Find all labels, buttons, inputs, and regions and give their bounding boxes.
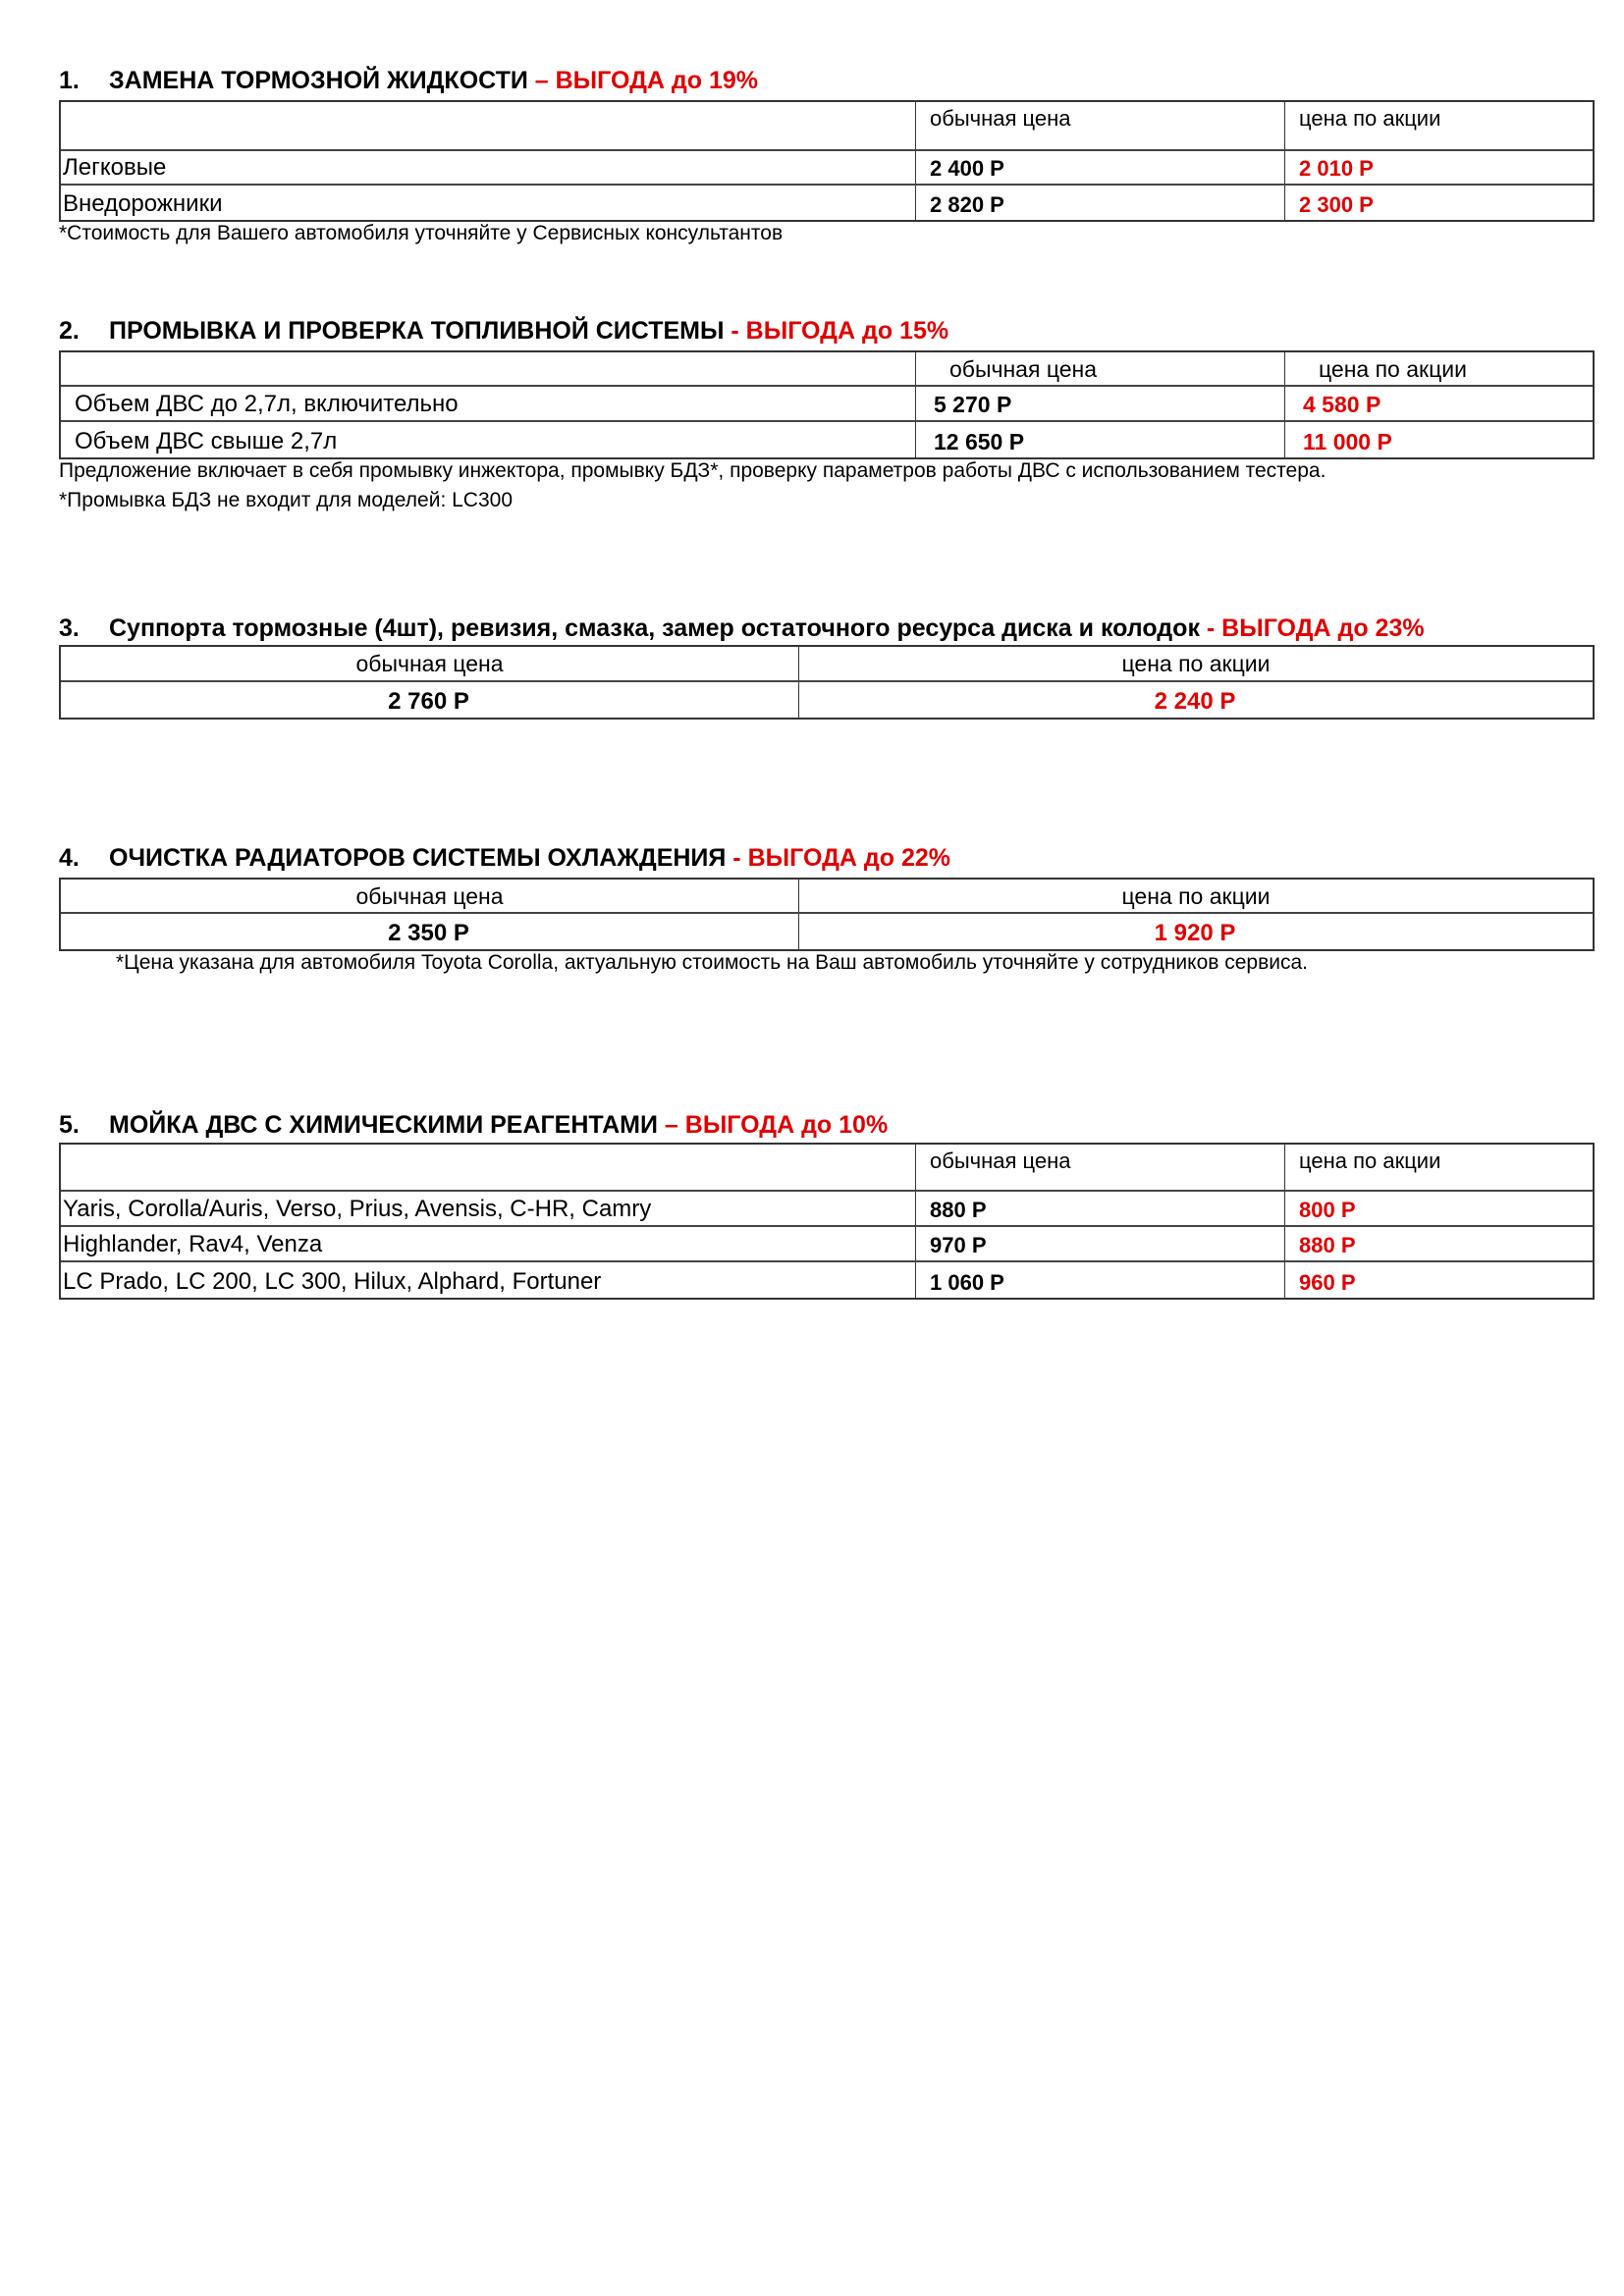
row-label: LC Prado, LC 200, LC 300, Hilux, Alphard, Fortuner — [61, 1262, 916, 1298]
sale-price: 2 240 Р — [1154, 688, 1236, 715]
section-title-text: ПРОМЫВКА И ПРОВЕРКА ТОПЛИВНОЙ СИСТЕМЫ — [109, 317, 725, 345]
row-label: Легковые — [61, 151, 916, 184]
table-header-row — [61, 102, 1593, 151]
section-3-title — [59, 614, 1425, 643]
promo-badge: - ВЫГОДА до 23% — [1199, 614, 1425, 642]
section-number: 1. — [59, 67, 80, 94]
header-cell-regular-price: обычная цена — [916, 102, 1285, 149]
section-title-text: ЗАМЕНА ТОРМОЗНОЙ ЖИДКОСТИ — [109, 67, 528, 94]
section-title-text: ОЧИСТКА РАДИАТОРОВ СИСТЕМЫ ОХЛАЖДЕНИЯ — [109, 844, 727, 872]
regular-price: 12 650 Р — [916, 422, 1285, 457]
section-4-title — [59, 844, 950, 873]
section-number: 5. — [59, 1111, 80, 1139]
section-5-price-table — [59, 1143, 1595, 1300]
table-row — [61, 387, 1593, 422]
section-3-price-table — [59, 645, 1595, 720]
regular-price: 2 350 Р — [61, 914, 799, 949]
header-cell-empty — [61, 1145, 916, 1190]
section-5-title — [59, 1111, 888, 1140]
promo-badge: - ВЫГОДА до 22% — [726, 844, 950, 872]
header-cell-sale-price: цена по акции — [1121, 883, 1271, 909]
section-2-price-table — [59, 350, 1595, 459]
table-row — [61, 682, 1593, 718]
row-label: Yaris, Corolla/Auris, Verso, Prius, Avensis, C-HR, Camry — [61, 1192, 916, 1225]
header-cell-regular-price: обычная цена — [916, 352, 1285, 385]
promo-badge: – ВЫГОДА до 10% — [657, 1111, 889, 1139]
header-cell-empty — [61, 102, 916, 149]
table-row — [61, 186, 1593, 220]
header-cell-regular-price: обычная цена — [61, 880, 799, 912]
table-row — [61, 1262, 1593, 1298]
sale-price: 1 920 Р — [1154, 920, 1236, 946]
sale-price: 880 Р — [1299, 1233, 1356, 1257]
section-1-title — [59, 67, 758, 95]
section-4-price-table — [59, 878, 1595, 951]
table-row — [61, 914, 1593, 949]
footnote: *Цена указана для автомобиля Toyota Corolla, актуальную стоимость на Ваш автомобиль уточняйте у сотрудников сервиса. — [116, 951, 1309, 974]
sale-price: 960 Р — [1299, 1270, 1356, 1295]
row-label: Объем ДВС свыше 2,7л — [61, 422, 916, 457]
header-cell-regular-price: обычная цена — [61, 647, 799, 680]
header-cell-sale-price: цена по акции — [1319, 356, 1467, 382]
sale-price: 11 000 Р — [1303, 429, 1392, 454]
footnote: Предложение включает в себя промывку инжектора, промывку БДЗ*, проверку параметров работы ДВС с использованием тестера. — [59, 459, 1326, 482]
header-cell-sale-price: цена по акции — [1299, 106, 1441, 131]
promo-badge: – ВЫГОДА до 19% — [527, 67, 759, 94]
section-title-text: МОЙКА ДВС С ХИМИЧЕСКИМИ РЕАГЕНТАМИ — [109, 1111, 658, 1139]
section-number: 3. — [59, 614, 80, 642]
footnote: *Стоимость для Вашего автомобиля уточняйте у Сервисных консультантов — [59, 222, 784, 244]
row-label: Объем ДВС до 2,7л, включительно — [61, 387, 916, 420]
header-cell-regular-price: обычная цена — [916, 1145, 1285, 1190]
table-header-row — [61, 1145, 1593, 1192]
header-cell-empty — [61, 352, 916, 385]
regular-price: 2 760 Р — [61, 682, 799, 718]
sale-price: 2 010 Р — [1299, 156, 1374, 181]
footnote: *Промывка БДЗ не входит для моделей: LC300 — [59, 489, 513, 511]
table-row — [61, 151, 1593, 186]
regular-price: 5 270 Р — [916, 387, 1285, 420]
promo-badge: - ВЫГОДА до 15% — [724, 317, 949, 345]
sale-price: 4 580 Р — [1303, 392, 1381, 417]
table-row — [61, 1192, 1593, 1227]
header-cell-sale-price: цена по акции — [1299, 1148, 1441, 1173]
regular-price: 1 060 Р — [916, 1262, 1285, 1298]
regular-price: 2 820 Р — [916, 186, 1285, 220]
row-label: Highlander, Rav4, Venza — [61, 1227, 916, 1260]
table-header-row — [61, 880, 1593, 914]
table-header-row — [61, 352, 1593, 387]
section-number: 2. — [59, 317, 80, 345]
section-title-text: Суппорта тормозные (4шт), ревизия, смазка, замер остаточного ресурса диска и колодок — [109, 614, 1200, 642]
header-cell-sale-price: цена по акции — [1121, 651, 1271, 676]
regular-price: 970 Р — [916, 1227, 1285, 1260]
table-header-row — [61, 647, 1593, 682]
regular-price: 2 400 Р — [916, 151, 1285, 184]
row-label: Внедорожники — [61, 186, 916, 220]
regular-price: 880 Р — [916, 1192, 1285, 1225]
section-number: 4. — [59, 844, 80, 872]
section-1-price-table — [59, 100, 1595, 222]
sale-price: 800 Р — [1299, 1198, 1356, 1222]
sale-price: 2 300 Р — [1299, 192, 1374, 217]
section-2-title — [59, 317, 948, 346]
table-row — [61, 422, 1593, 457]
table-row — [61, 1227, 1593, 1262]
